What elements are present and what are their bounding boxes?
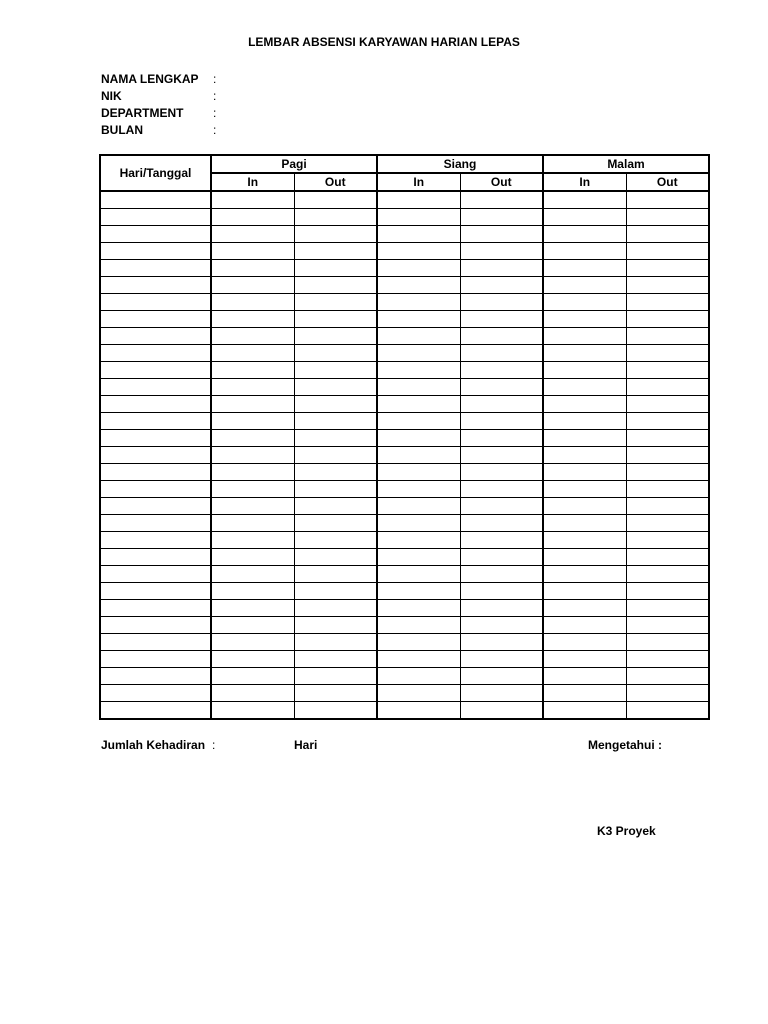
cell-siang-out: [460, 226, 543, 243]
cell-malam-in: [543, 634, 626, 651]
cell-siang-in: [377, 685, 460, 702]
cell-malam-out: [626, 481, 709, 498]
cell-pagi-in: [211, 294, 294, 311]
cell-siang-in: [377, 481, 460, 498]
cell-siang-in: [377, 362, 460, 379]
cell-pagi-in: [211, 191, 294, 209]
table-row: [100, 515, 709, 532]
table-row: [100, 464, 709, 481]
cell-malam-in: [543, 566, 626, 583]
table-row: [100, 430, 709, 447]
cell-siang-out: [460, 345, 543, 362]
cell-siang-in: [377, 566, 460, 583]
cell-malam-in: [543, 226, 626, 243]
cell-hari-tanggal: [100, 566, 211, 583]
info-row-department: [101, 104, 216, 121]
cell-pagi-in: [211, 481, 294, 498]
cell-pagi-in: [211, 515, 294, 532]
cell-pagi-out: [294, 634, 377, 651]
cell-siang-in: [377, 311, 460, 328]
cell-hari-tanggal: [100, 498, 211, 515]
cell-pagi-in: [211, 226, 294, 243]
cell-pagi-out: [294, 515, 377, 532]
table-row: [100, 685, 709, 702]
table-row: [100, 566, 709, 583]
header-siang: Siang: [377, 155, 543, 173]
cell-malam-in: [543, 668, 626, 685]
cell-hari-tanggal: [100, 617, 211, 634]
cell-malam-out: [626, 311, 709, 328]
cell-malam-in: [543, 447, 626, 464]
cell-malam-out: [626, 549, 709, 566]
employee-info: [101, 70, 216, 138]
cell-hari-tanggal: [100, 481, 211, 498]
cell-malam-in: [543, 532, 626, 549]
cell-siang-out: [460, 532, 543, 549]
table-row: [100, 413, 709, 430]
cell-siang-in: [377, 498, 460, 515]
cell-hari-tanggal: [100, 583, 211, 600]
cell-pagi-out: [294, 277, 377, 294]
cell-hari-tanggal: [100, 311, 211, 328]
cell-siang-in: [377, 617, 460, 634]
cell-malam-in: [543, 430, 626, 447]
cell-siang-out: [460, 702, 543, 720]
cell-pagi-out: [294, 311, 377, 328]
cell-pagi-in: [211, 447, 294, 464]
cell-malam-out: [626, 634, 709, 651]
table-row: [100, 668, 709, 685]
cell-malam-out: [626, 209, 709, 226]
cell-hari-tanggal: [100, 294, 211, 311]
cell-siang-in: [377, 191, 460, 209]
cell-siang-out: [460, 600, 543, 617]
info-colon: :: [213, 71, 217, 86]
cell-siang-in: [377, 413, 460, 430]
cell-malam-out: [626, 260, 709, 277]
cell-pagi-out: [294, 260, 377, 277]
info-row-nik: [101, 87, 216, 104]
cell-pagi-out: [294, 583, 377, 600]
cell-hari-tanggal: [100, 532, 211, 549]
cell-malam-out: [626, 566, 709, 583]
cell-siang-out: [460, 634, 543, 651]
cell-malam-out: [626, 617, 709, 634]
cell-siang-in: [377, 464, 460, 481]
cell-siang-out: [460, 294, 543, 311]
cell-malam-out: [626, 294, 709, 311]
cell-malam-in: [543, 464, 626, 481]
cell-pagi-in: [211, 396, 294, 413]
cell-malam-in: [543, 345, 626, 362]
cell-malam-in: [543, 481, 626, 498]
jumlah-kehadiran-label: Jumlah Kehadiran: [101, 738, 206, 752]
header-malam-in: In: [543, 173, 626, 191]
cell-siang-in: [377, 634, 460, 651]
cell-pagi-in: [211, 311, 294, 328]
table-row: [100, 481, 709, 498]
table-row: [100, 634, 709, 651]
cell-malam-in: [543, 651, 626, 668]
cell-malam-out: [626, 447, 709, 464]
table-row: [100, 277, 709, 294]
table-row: [100, 549, 709, 566]
cell-malam-in: [543, 413, 626, 430]
cell-siang-in: [377, 379, 460, 396]
cell-pagi-out: [294, 464, 377, 481]
cell-siang-out: [460, 464, 543, 481]
cell-siang-out: [460, 668, 543, 685]
cell-hari-tanggal: [100, 226, 211, 243]
table-row: [100, 498, 709, 515]
cell-siang-out: [460, 549, 543, 566]
cell-pagi-in: [211, 668, 294, 685]
cell-malam-in: [543, 294, 626, 311]
cell-malam-in: [543, 617, 626, 634]
cell-siang-out: [460, 498, 543, 515]
cell-pagi-in: [211, 685, 294, 702]
cell-malam-in: [543, 243, 626, 260]
cell-pagi-out: [294, 702, 377, 720]
info-label: DEPARTMENT: [101, 105, 184, 120]
cell-malam-out: [626, 345, 709, 362]
cell-malam-out: [626, 651, 709, 668]
cell-pagi-out: [294, 243, 377, 260]
cell-siang-out: [460, 566, 543, 583]
cell-pagi-in: [211, 549, 294, 566]
document-title: LEMBAR ABSENSI KARYAWAN HARIAN LEPAS: [248, 35, 520, 49]
cell-pagi-out: [294, 191, 377, 209]
cell-malam-out: [626, 328, 709, 345]
cell-siang-in: [377, 345, 460, 362]
cell-hari-tanggal: [100, 430, 211, 447]
cell-pagi-in: [211, 345, 294, 362]
header-siang-out: Out: [460, 173, 543, 191]
cell-siang-in: [377, 447, 460, 464]
cell-pagi-out: [294, 617, 377, 634]
cell-siang-in: [377, 600, 460, 617]
table-row: [100, 379, 709, 396]
cell-malam-out: [626, 515, 709, 532]
table-row: [100, 702, 709, 720]
cell-pagi-out: [294, 209, 377, 226]
cell-pagi-in: [211, 566, 294, 583]
cell-pagi-in: [211, 430, 294, 447]
cell-siang-out: [460, 260, 543, 277]
cell-malam-out: [626, 191, 709, 209]
cell-hari-tanggal: [100, 634, 211, 651]
table-row: [100, 600, 709, 617]
cell-malam-in: [543, 191, 626, 209]
cell-hari-tanggal: [100, 668, 211, 685]
header-pagi-out: Out: [294, 173, 377, 191]
cell-siang-out: [460, 583, 543, 600]
cell-siang-out: [460, 379, 543, 396]
cell-siang-in: [377, 209, 460, 226]
cell-pagi-out: [294, 362, 377, 379]
cell-hari-tanggal: [100, 191, 211, 209]
cell-hari-tanggal: [100, 600, 211, 617]
attendance-table: [99, 154, 710, 720]
cell-hari-tanggal: [100, 345, 211, 362]
cell-hari-tanggal: [100, 243, 211, 260]
cell-pagi-out: [294, 430, 377, 447]
cell-malam-in: [543, 362, 626, 379]
cell-hari-tanggal: [100, 328, 211, 345]
table-row: [100, 617, 709, 634]
cell-malam-out: [626, 379, 709, 396]
cell-pagi-out: [294, 668, 377, 685]
cell-malam-in: [543, 328, 626, 345]
table-row: [100, 311, 709, 328]
cell-siang-in: [377, 583, 460, 600]
cell-pagi-in: [211, 532, 294, 549]
cell-malam-out: [626, 668, 709, 685]
cell-siang-out: [460, 209, 543, 226]
cell-malam-out: [626, 430, 709, 447]
cell-malam-out: [626, 532, 709, 549]
cell-pagi-out: [294, 379, 377, 396]
table-row: [100, 362, 709, 379]
cell-pagi-in: [211, 209, 294, 226]
cell-siang-in: [377, 702, 460, 720]
info-label: BULAN: [101, 122, 143, 137]
cell-pagi-in: [211, 464, 294, 481]
info-colon: :: [213, 105, 217, 120]
cell-siang-in: [377, 532, 460, 549]
cell-pagi-in: [211, 651, 294, 668]
cell-pagi-out: [294, 685, 377, 702]
cell-siang-in: [377, 430, 460, 447]
cell-siang-in: [377, 243, 460, 260]
cell-pagi-in: [211, 702, 294, 720]
table-row: [100, 226, 709, 243]
cell-pagi-out: [294, 413, 377, 430]
cell-pagi-out: [294, 498, 377, 515]
info-row-bulan: [101, 121, 216, 138]
cell-malam-out: [626, 498, 709, 515]
cell-pagi-out: [294, 481, 377, 498]
cell-pagi-out: [294, 447, 377, 464]
cell-siang-out: [460, 191, 543, 209]
cell-hari-tanggal: [100, 685, 211, 702]
cell-malam-out: [626, 583, 709, 600]
cell-malam-out: [626, 277, 709, 294]
cell-pagi-in: [211, 617, 294, 634]
cell-siang-out: [460, 651, 543, 668]
cell-hari-tanggal: [100, 396, 211, 413]
cell-malam-in: [543, 549, 626, 566]
header-malam: Malam: [543, 155, 709, 173]
cell-siang-out: [460, 362, 543, 379]
table-row: [100, 396, 709, 413]
group-header-row: [100, 155, 709, 173]
cell-pagi-out: [294, 226, 377, 243]
header-pagi-in: In: [211, 173, 294, 191]
cell-malam-in: [543, 600, 626, 617]
cell-pagi-in: [211, 362, 294, 379]
cell-malam-out: [626, 600, 709, 617]
cell-pagi-out: [294, 651, 377, 668]
cell-siang-out: [460, 277, 543, 294]
table-row: [100, 345, 709, 362]
table-row: [100, 191, 709, 209]
table-row: [100, 532, 709, 549]
cell-malam-in: [543, 583, 626, 600]
cell-siang-out: [460, 328, 543, 345]
cell-hari-tanggal: [100, 651, 211, 668]
cell-siang-out: [460, 617, 543, 634]
cell-hari-tanggal: [100, 464, 211, 481]
cell-malam-in: [543, 702, 626, 720]
cell-hari-tanggal: [100, 277, 211, 294]
cell-siang-in: [377, 668, 460, 685]
k3-proyek-label: K3 Proyek: [597, 824, 656, 838]
cell-malam-out: [626, 702, 709, 720]
cell-pagi-in: [211, 243, 294, 260]
hari-label: Hari: [294, 738, 318, 752]
cell-malam-in: [543, 515, 626, 532]
cell-siang-in: [377, 328, 460, 345]
info-row-nama: [101, 70, 216, 87]
jumlah-kehadiran-colon: :: [212, 738, 216, 752]
header-pagi: Pagi: [211, 155, 377, 173]
table-row: [100, 328, 709, 345]
cell-hari-tanggal: [100, 260, 211, 277]
cell-siang-out: [460, 413, 543, 430]
cell-hari-tanggal: [100, 209, 211, 226]
info-label: NIK: [101, 88, 122, 103]
cell-siang-in: [377, 515, 460, 532]
cell-pagi-in: [211, 379, 294, 396]
cell-malam-out: [626, 243, 709, 260]
cell-malam-out: [626, 685, 709, 702]
cell-pagi-out: [294, 549, 377, 566]
cell-hari-tanggal: [100, 413, 211, 430]
cell-siang-in: [377, 549, 460, 566]
cell-pagi-out: [294, 396, 377, 413]
cell-siang-out: [460, 243, 543, 260]
cell-malam-out: [626, 396, 709, 413]
cell-malam-out: [626, 464, 709, 481]
cell-malam-in: [543, 379, 626, 396]
cell-malam-in: [543, 209, 626, 226]
cell-siang-in: [377, 396, 460, 413]
cell-siang-out: [460, 311, 543, 328]
cell-siang-in: [377, 651, 460, 668]
cell-pagi-out: [294, 600, 377, 617]
mengetahui-label: Mengetahui :: [588, 738, 662, 752]
cell-malam-in: [543, 260, 626, 277]
cell-pagi-in: [211, 413, 294, 430]
info-label: NAMA LENGKAP: [101, 71, 199, 86]
cell-pagi-out: [294, 328, 377, 345]
cell-malam-in: [543, 685, 626, 702]
cell-siang-in: [377, 226, 460, 243]
table-row: [100, 651, 709, 668]
cell-pagi-in: [211, 328, 294, 345]
info-colon: :: [213, 122, 217, 137]
info-colon: :: [213, 88, 217, 103]
cell-hari-tanggal: [100, 515, 211, 532]
cell-malam-in: [543, 396, 626, 413]
header-siang-in: In: [377, 173, 460, 191]
table-row: [100, 243, 709, 260]
table-row: [100, 260, 709, 277]
cell-pagi-in: [211, 600, 294, 617]
cell-pagi-in: [211, 498, 294, 515]
cell-hari-tanggal: [100, 362, 211, 379]
cell-siang-in: [377, 260, 460, 277]
cell-siang-in: [377, 294, 460, 311]
table-row: [100, 294, 709, 311]
cell-pagi-in: [211, 277, 294, 294]
cell-hari-tanggal: [100, 447, 211, 464]
cell-hari-tanggal: [100, 549, 211, 566]
header-hari-tanggal: Hari/Tanggal: [100, 155, 211, 191]
cell-pagi-out: [294, 294, 377, 311]
cell-pagi-out: [294, 345, 377, 362]
cell-malam-in: [543, 498, 626, 515]
cell-pagi-out: [294, 566, 377, 583]
cell-malam-out: [626, 362, 709, 379]
table-row: [100, 447, 709, 464]
cell-siang-out: [460, 396, 543, 413]
cell-hari-tanggal: [100, 702, 211, 720]
cell-malam-out: [626, 226, 709, 243]
cell-siang-out: [460, 447, 543, 464]
cell-hari-tanggal: [100, 379, 211, 396]
cell-siang-in: [377, 277, 460, 294]
cell-pagi-in: [211, 634, 294, 651]
cell-pagi-in: [211, 583, 294, 600]
cell-siang-out: [460, 515, 543, 532]
table-row: [100, 209, 709, 226]
cell-siang-out: [460, 685, 543, 702]
table-row: [100, 583, 709, 600]
cell-malam-in: [543, 277, 626, 294]
cell-siang-out: [460, 481, 543, 498]
header-malam-out: Out: [626, 173, 709, 191]
attendance-body: [100, 191, 709, 719]
cell-malam-in: [543, 311, 626, 328]
cell-pagi-in: [211, 260, 294, 277]
cell-malam-out: [626, 413, 709, 430]
cell-pagi-out: [294, 532, 377, 549]
cell-siang-out: [460, 430, 543, 447]
